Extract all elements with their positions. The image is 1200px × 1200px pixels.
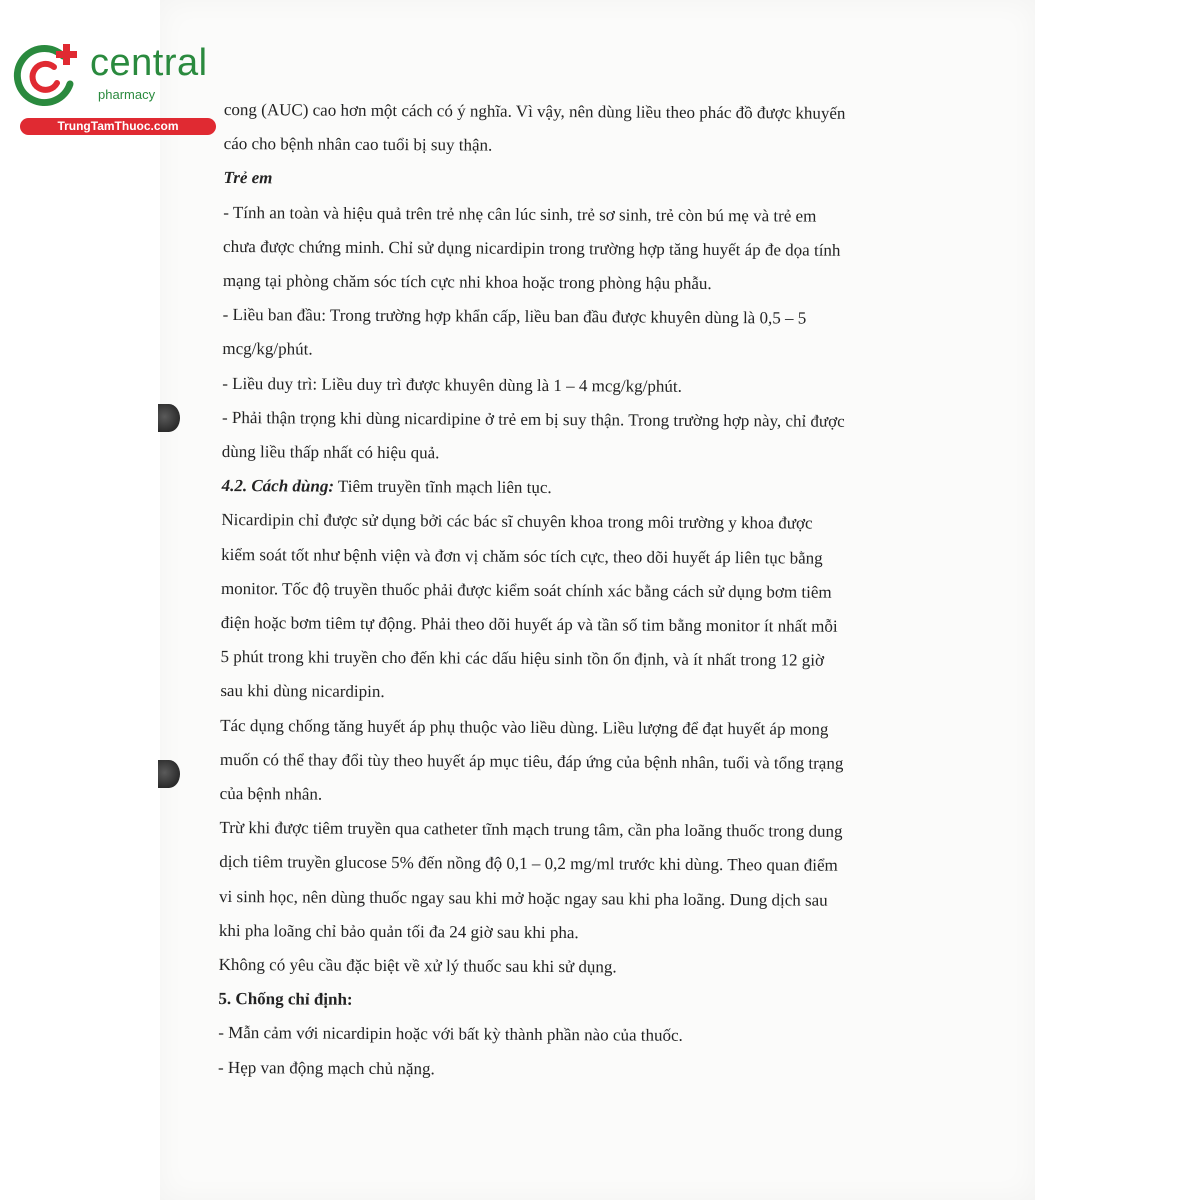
text-line: dịch tiêm truyền glucose 5% đến nồng độ 0,1 – 0,2 mg/ml trước khi dùng. Theo quan điểm xyxy=(219,852,838,876)
text-line: của bệnh nhân. xyxy=(219,784,323,804)
text-line: - Liều ban đầu: Trong trường hợp khẩn cấp, liều ban đầu được khuyên dùng là 0,5 – 5 xyxy=(222,305,807,328)
pharmacy-logo xyxy=(8,36,213,136)
text-line: - Liều duy trì: Liều duy trì được khuyên dùng là 1 – 4 mcg/kg/phút. xyxy=(222,373,682,396)
brand-subtitle: pharmacy xyxy=(98,87,156,102)
section-heading-contraindications: 5. Chống chỉ định: xyxy=(218,989,353,1010)
text-line: mcg/kg/phút. xyxy=(222,339,313,359)
text-line: mạng tại phòng chăm sóc tích cực nhi khoa hoặc trong phòng hậu phẫu. xyxy=(222,271,712,293)
text-line: dùng liều thấp nhất có hiệu quả. xyxy=(221,442,440,463)
text-line: Tác dụng chống tăng huyết áp phụ thuộc vào liều dùng. Liều lượng để đạt huyết áp mong xyxy=(220,715,829,739)
document-body xyxy=(218,93,942,1089)
punch-hole xyxy=(158,760,180,788)
text-line: - Hẹp van động mạch chủ nặng. xyxy=(217,1057,435,1078)
section-heading-administration: 4.2. Cách dùng: xyxy=(221,476,335,496)
text-line: kiểm soát tốt như bệnh viện và đơn vị chăm sóc tích cực, theo dõi huyết áp liên tục bằng xyxy=(221,544,823,568)
text-line: cáo cho bệnh nhân cao tuổi bị suy thận. xyxy=(223,134,493,155)
text-line: sau khi dùng nicardipin. xyxy=(220,681,385,702)
text-line: 5 phút trong khi truyền cho đến khi các dấu hiệu sinh tồn ổn định, và ít nhất trong 12 giờ xyxy=(220,647,825,670)
text-line: Không có yêu cầu đặc biệt về xử lý thuốc sau khi sử dụng. xyxy=(218,955,617,977)
central-pharmacy-logo-icon xyxy=(10,40,80,110)
text-line: Tiêm truyền tĩnh mạch liên tục. xyxy=(333,476,552,498)
text-line: monitor. Tốc độ truyền thuốc phải được kiểm soát chính xác bằng cách sử dụng bơm tiêm xyxy=(220,578,832,602)
text-line: Trừ khi được tiêm truyền qua catheter tĩnh mạch trung tâm, cần pha loãng thuốc trong dung xyxy=(219,818,843,842)
text-line: Nicardipin chỉ được sử dụng bởi các bác sĩ chuyên khoa trong môi trường y khoa được xyxy=(221,510,813,534)
brand-name: central xyxy=(90,42,208,84)
text-line: chưa được chứng minh. Chỉ sử dụng nicardipin trong trường hợp tăng huyết áp đe dọa tính xyxy=(223,236,841,260)
text-line: - Phải thận trọng khi dùng nicardipine ở trẻ em bị suy thận. Trong trường hợp này, chỉ được xyxy=(221,407,845,431)
text-line: muốn có thể thay đổi tùy theo huyết áp mục tiêu, đáp ứng của bệnh nhân, tuổi và tổng trạng xyxy=(219,749,844,773)
text-line: điện hoặc bơm tiêm tự động. Phải theo dõi huyết áp và tần số tim bằng monitor ít nhất mỗi xyxy=(220,613,838,636)
brand-url: TrungTamThuoc.com xyxy=(20,118,216,135)
text-line: - Mẫn cảm với nicardipin hoặc với bất kỳ thành phần nào của thuốc. xyxy=(218,1023,683,1046)
text-line: - Tính an toàn và hiệu quả trên trẻ nhẹ cân lúc sinh, trẻ sơ sinh, trẻ còn bú mẹ và trẻ em xyxy=(223,202,817,226)
text-line: vi sinh học, nên dùng thuốc ngay sau khi mở hoặc ngay sau khi pha loãng. Dung dịch sau xyxy=(219,886,828,910)
punch-hole xyxy=(158,404,180,432)
section-4-2 xyxy=(221,469,939,508)
section-heading-children: Trẻ em xyxy=(223,168,273,188)
text-line: khi pha loãng chỉ bảo quản tối đa 24 giờ sau khi pha. xyxy=(218,920,579,943)
text-line: cong (AUC) cao hơn một cách có ý nghĩa. Vì vậy, nên dùng liều theo phác đồ được khuyến xyxy=(223,99,846,123)
